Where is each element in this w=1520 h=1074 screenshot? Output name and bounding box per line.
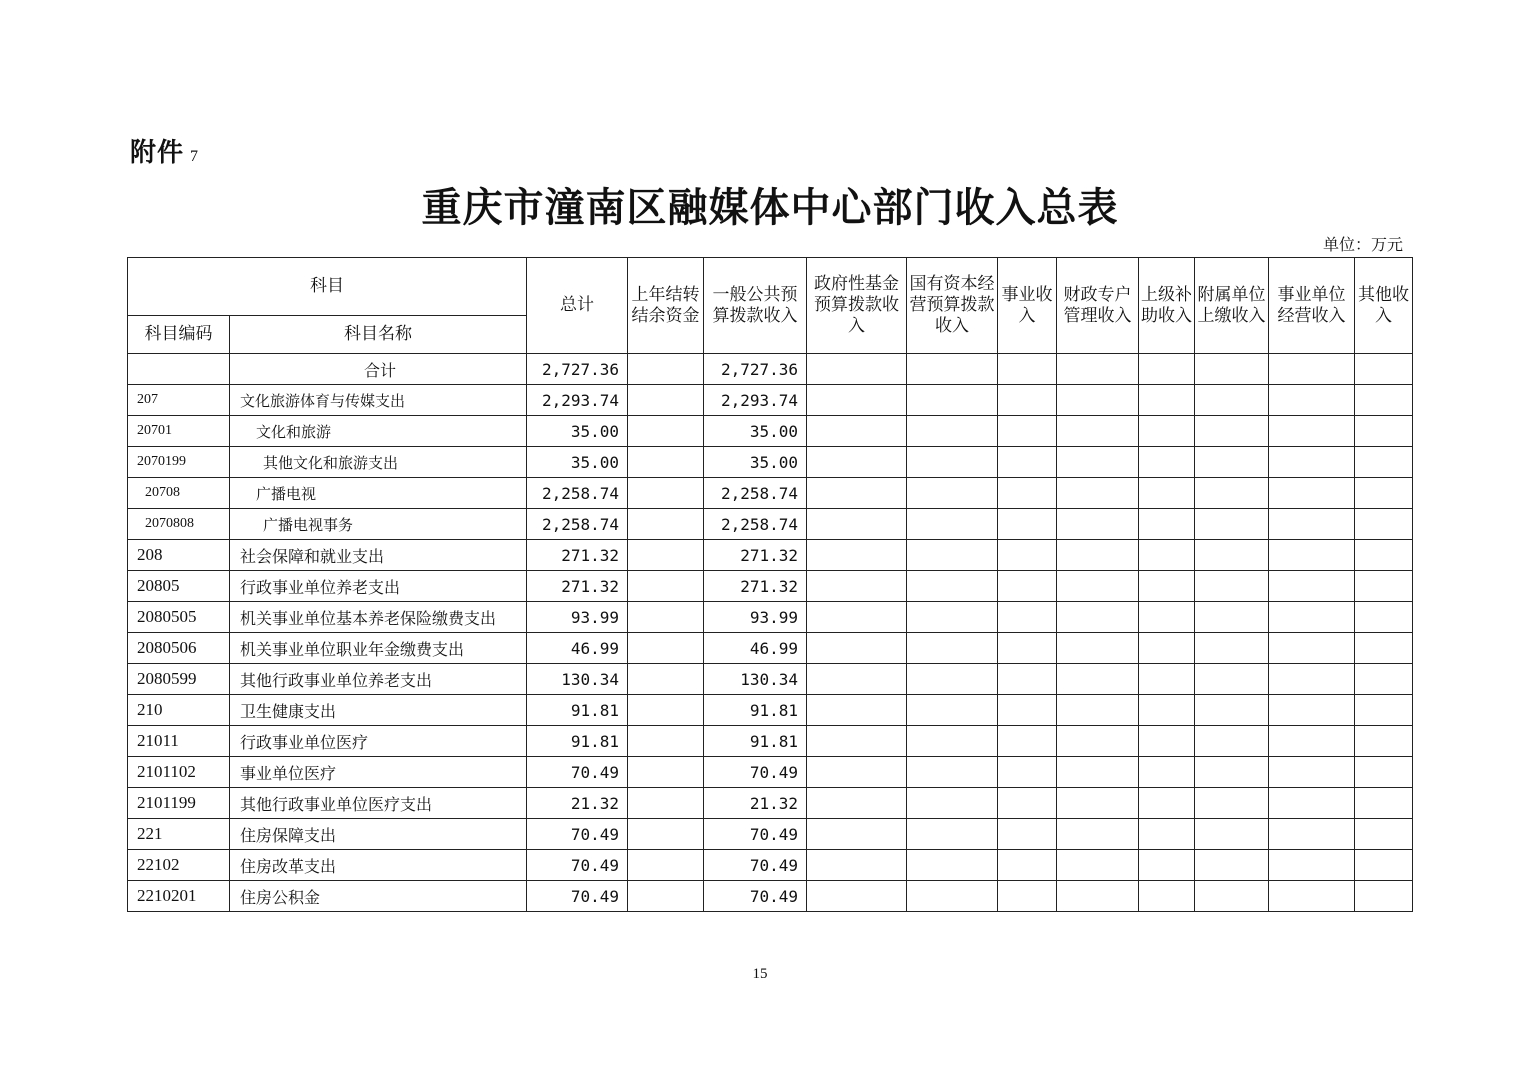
row-general-budget: 91.81 bbox=[704, 726, 807, 757]
row-code: 2080599 bbox=[128, 664, 230, 695]
table-row bbox=[128, 664, 1413, 695]
row-general-budget: 2,727.36 bbox=[704, 354, 807, 385]
row-code: 21011 bbox=[128, 726, 230, 757]
row-general-budget: 93.99 bbox=[704, 602, 807, 633]
table-header-row-1 bbox=[128, 258, 1413, 316]
row-general-budget: 91.81 bbox=[704, 695, 807, 726]
row-general-budget: 130.34 bbox=[704, 664, 807, 695]
header-general-budget: 一般公共预算拨款收入 bbox=[704, 258, 807, 354]
row-code: 2070199 bbox=[128, 447, 230, 478]
row-code: 210 bbox=[128, 695, 230, 726]
header-subject-name: 科目名称 bbox=[230, 316, 527, 354]
row-name: 住房公积金 bbox=[230, 881, 527, 912]
row-code: 20701 bbox=[128, 416, 230, 447]
header-other-income: 其他收入 bbox=[1355, 258, 1413, 354]
income-summary-table bbox=[127, 257, 1413, 912]
header-fund-budget: 政府性基金预算拨款收入 bbox=[807, 258, 907, 354]
attachment-text: 附件 bbox=[130, 138, 185, 168]
row-code: 20805 bbox=[128, 571, 230, 602]
row-total: 35.00 bbox=[527, 447, 628, 478]
header-special-account: 财政专户管理收入 bbox=[1057, 258, 1139, 354]
row-total: 70.49 bbox=[527, 757, 628, 788]
row-code: 2080505 bbox=[128, 602, 230, 633]
table-row bbox=[128, 416, 1413, 447]
row-general-budget: 70.49 bbox=[704, 881, 807, 912]
row-general-budget: 70.49 bbox=[704, 850, 807, 881]
page-title: 重庆市潼南区融媒体中心部门收入总表 bbox=[421, 184, 1119, 231]
header-affiliated-unit: 附属单位上缴收入 bbox=[1195, 258, 1269, 354]
header-subject-code: 科目编码 bbox=[128, 316, 230, 354]
attachment-number: 7 bbox=[190, 148, 200, 165]
table-row bbox=[128, 478, 1413, 509]
header-business-income: 事业收入 bbox=[998, 258, 1057, 354]
row-total: 271.32 bbox=[527, 540, 628, 571]
row-name: 事业单位医疗 bbox=[230, 757, 527, 788]
row-general-budget: 46.99 bbox=[704, 633, 807, 664]
row-total: 35.00 bbox=[527, 416, 628, 447]
table-row bbox=[128, 540, 1413, 571]
row-total: 46.99 bbox=[527, 633, 628, 664]
row-name: 机关事业单位基本养老保险缴费支出 bbox=[230, 602, 527, 633]
header-carryover: 上年结转结余资金 bbox=[628, 258, 704, 354]
row-total: 2,293.74 bbox=[527, 385, 628, 416]
row-code: 2210201 bbox=[128, 881, 230, 912]
row-general-budget: 70.49 bbox=[704, 819, 807, 850]
row-general-budget: 2,258.74 bbox=[704, 509, 807, 540]
row-general-budget: 271.32 bbox=[704, 540, 807, 571]
table-row bbox=[128, 726, 1413, 757]
row-name: 行政事业单位医疗 bbox=[230, 726, 527, 757]
row-code: 207 bbox=[128, 385, 230, 416]
row-general-budget: 21.32 bbox=[704, 788, 807, 819]
row-name: 行政事业单位养老支出 bbox=[230, 571, 527, 602]
row-name: 文化和旅游 bbox=[230, 416, 527, 447]
row-code: 2080506 bbox=[128, 633, 230, 664]
row-name: 住房保障支出 bbox=[230, 819, 527, 850]
header-subject: 科目 bbox=[128, 258, 527, 316]
table-row bbox=[128, 633, 1413, 664]
table-row bbox=[128, 385, 1413, 416]
row-general-budget: 2,293.74 bbox=[704, 385, 807, 416]
row-general-budget: 2,258.74 bbox=[704, 478, 807, 509]
row-code: 2070808 bbox=[128, 509, 230, 540]
table-row bbox=[128, 602, 1413, 633]
row-empty-cell bbox=[628, 354, 704, 385]
table-row bbox=[128, 509, 1413, 540]
table-row-total bbox=[128, 354, 1413, 385]
table-row bbox=[128, 757, 1413, 788]
table-row bbox=[128, 788, 1413, 819]
row-total: 2,727.36 bbox=[527, 354, 628, 385]
row-code: 221 bbox=[128, 819, 230, 850]
header-operating-income: 事业单位经营收入 bbox=[1269, 258, 1355, 354]
row-total: 130.34 bbox=[527, 664, 628, 695]
attachment-label bbox=[130, 132, 207, 169]
table-row bbox=[128, 819, 1413, 850]
row-name: 其他文化和旅游支出 bbox=[230, 447, 527, 478]
row-code: 2101199 bbox=[128, 788, 230, 819]
row-general-budget: 35.00 bbox=[704, 416, 807, 447]
row-name: 住房改革支出 bbox=[230, 850, 527, 881]
row-total: 91.81 bbox=[527, 695, 628, 726]
row-name: 卫生健康支出 bbox=[230, 695, 527, 726]
row-name: 广播电视事务 bbox=[230, 509, 527, 540]
row-total: 91.81 bbox=[527, 726, 628, 757]
row-name: 机关事业单位职业年金缴费支出 bbox=[230, 633, 527, 664]
row-code bbox=[128, 354, 230, 385]
row-name: 社会保障和就业支出 bbox=[230, 540, 527, 571]
row-name: 其他行政事业单位医疗支出 bbox=[230, 788, 527, 819]
row-total: 2,258.74 bbox=[527, 478, 628, 509]
table-row bbox=[128, 571, 1413, 602]
row-code: 22102 bbox=[128, 850, 230, 881]
row-general-budget: 70.49 bbox=[704, 757, 807, 788]
header-state-capital: 国有资本经营预算拨款收入 bbox=[907, 258, 998, 354]
row-general-budget: 35.00 bbox=[704, 447, 807, 478]
row-total: 21.32 bbox=[527, 788, 628, 819]
row-name: 合计 bbox=[230, 354, 527, 385]
row-name: 文化旅游体育与传媒支出 bbox=[230, 385, 527, 416]
row-code: 20708 bbox=[128, 478, 230, 509]
row-name: 广播电视 bbox=[230, 478, 527, 509]
header-superior-subsidy: 上级补助收入 bbox=[1139, 258, 1195, 354]
row-general-budget: 271.32 bbox=[704, 571, 807, 602]
row-code: 2101102 bbox=[128, 757, 230, 788]
row-total: 70.49 bbox=[527, 819, 628, 850]
table-row bbox=[128, 850, 1413, 881]
page-number: 15 bbox=[752, 966, 768, 982]
row-total: 2,258.74 bbox=[527, 509, 628, 540]
table-row bbox=[128, 447, 1413, 478]
row-name: 其他行政事业单位养老支出 bbox=[230, 664, 527, 695]
table-row bbox=[128, 881, 1413, 912]
row-total: 271.32 bbox=[527, 571, 628, 602]
table-row bbox=[128, 695, 1413, 726]
row-code: 208 bbox=[128, 540, 230, 571]
row-total: 70.49 bbox=[527, 850, 628, 881]
header-total: 总计 bbox=[527, 258, 628, 354]
row-total: 70.49 bbox=[527, 881, 628, 912]
row-total: 93.99 bbox=[527, 602, 628, 633]
unit-label: 单位：万元 bbox=[1322, 235, 1403, 254]
